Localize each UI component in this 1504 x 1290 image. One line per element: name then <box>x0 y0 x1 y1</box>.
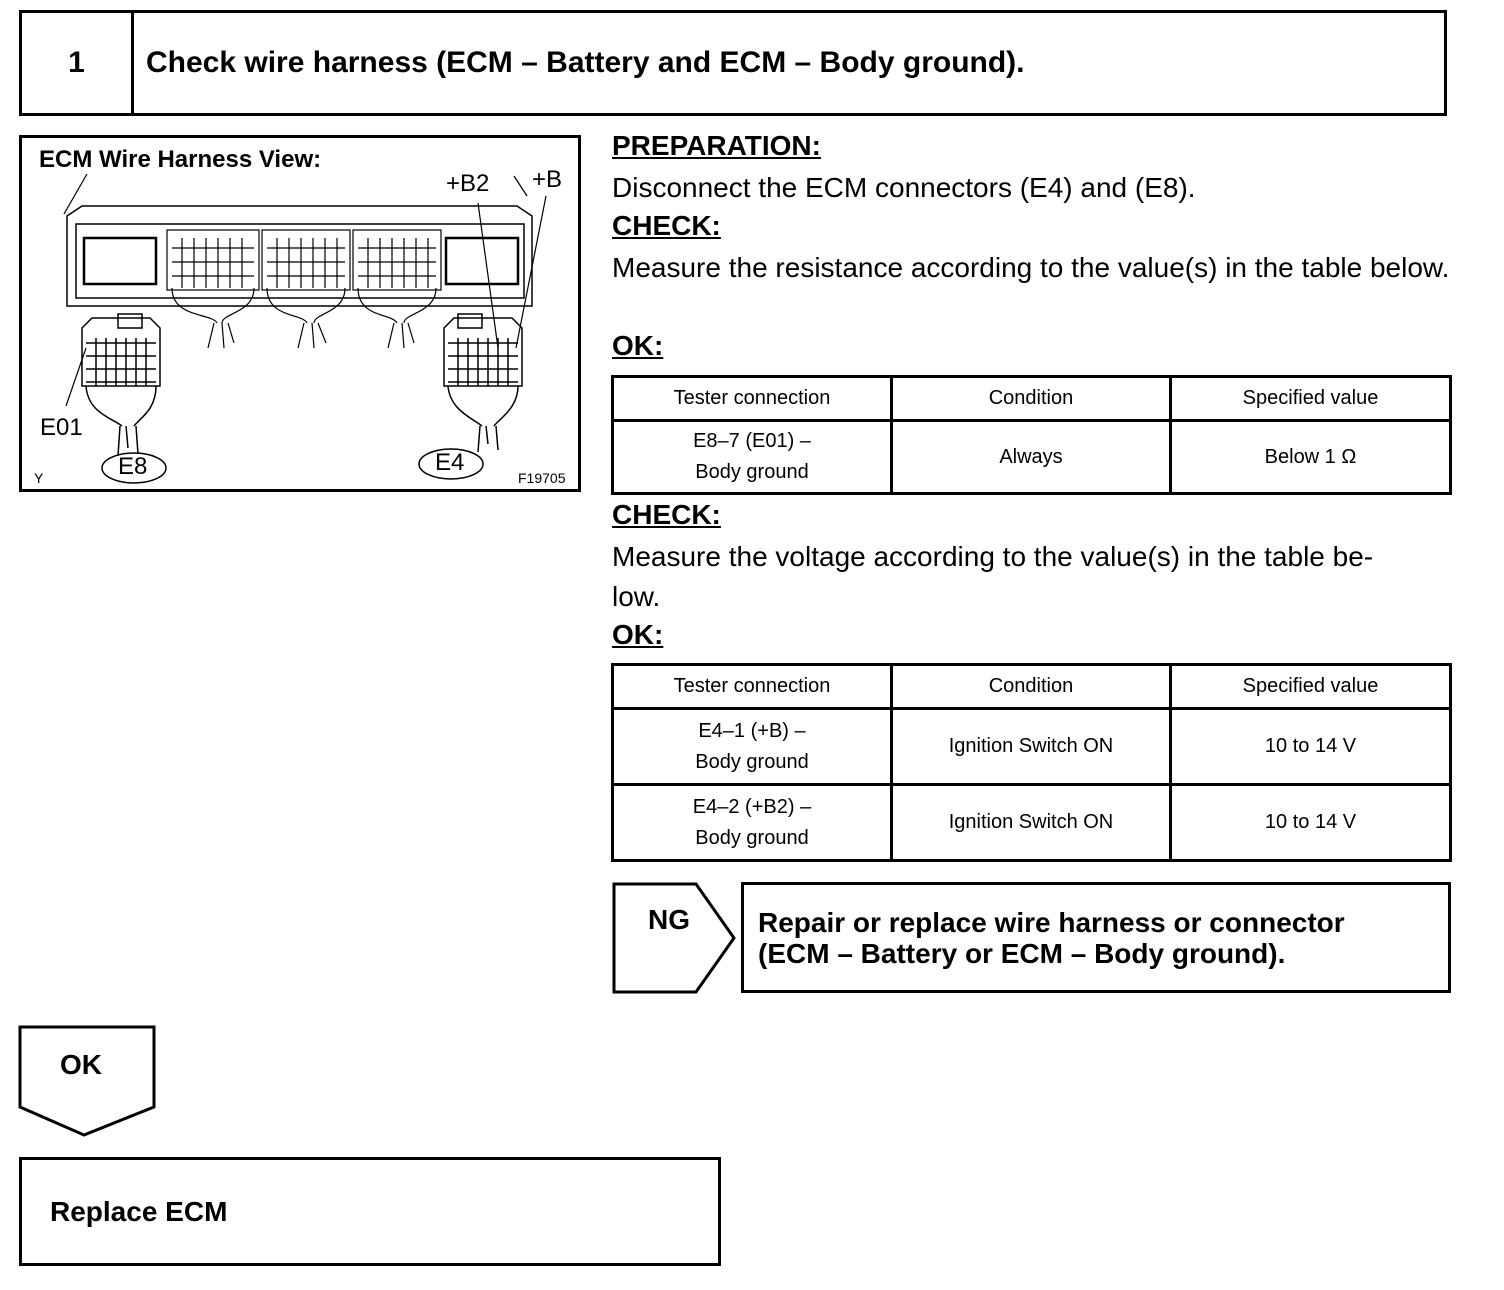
tester-connection-line: E4–1 (+B) – <box>698 719 806 742</box>
ok-label: OK <box>60 1049 102 1080</box>
b2-terminal-label: +B2 <box>446 170 490 197</box>
ecm-connector-diagram <box>22 138 578 489</box>
tester-connection-cell <box>613 785 892 861</box>
e8-connector-label: E8 <box>118 453 148 480</box>
ng-label: NG <box>648 904 690 935</box>
table-header: Tester connection <box>613 665 892 709</box>
check-text-2-line-2: low. <box>612 581 661 612</box>
ng-arrow-icon <box>612 882 738 994</box>
table-row <box>613 709 1451 785</box>
table-header-row <box>613 665 1451 709</box>
check-heading-2: CHECK: <box>612 499 721 530</box>
table-row <box>613 785 1451 861</box>
ok-arrow-icon <box>18 1025 156 1137</box>
check-text-2-line-1: Measure the voltage according to the value(s) in the table be- <box>612 541 1374 572</box>
specified-value-cell: 10 to 14 V <box>1171 785 1451 861</box>
table-row <box>613 421 1451 494</box>
e01-terminal-label: E01 <box>40 414 83 441</box>
ng-result-text <box>758 907 1345 969</box>
table-header: Tester connection <box>613 377 892 421</box>
table-header-row <box>613 377 1451 421</box>
preparation-heading: PREPARATION: <box>612 130 821 161</box>
tester-connection-cell <box>613 709 892 785</box>
tester-connection-line: Body ground <box>695 461 809 483</box>
figure-code: F19705 <box>518 470 566 486</box>
condition-cell: Ignition Switch ON <box>892 709 1171 785</box>
specified-value-cell: Below 1 Ω <box>1171 421 1451 494</box>
tester-connection-line: Body ground <box>695 826 809 849</box>
ng-result-line: Repair or replace wire harness or connector <box>758 907 1345 938</box>
condition-cell: Ignition Switch ON <box>892 785 1171 861</box>
ng-result-line: (ECM – Battery or ECM – Body ground). <box>758 938 1286 969</box>
table-header: Specified value <box>1171 665 1451 709</box>
tester-connection-cell <box>613 421 892 494</box>
step-number: 1 <box>22 13 134 113</box>
preparation-text: Disconnect the ECM connectors (E4) and (E8). <box>612 172 1196 203</box>
step-title: Check wire harness (ECM – Battery and ECM – Body ground). <box>146 46 1025 79</box>
ng-result-box <box>741 882 1451 993</box>
e4-connector-label: E4 <box>435 449 465 476</box>
check-text-1: Measure the resistance according to the value(s) in the table below. <box>612 252 1450 283</box>
table-header: Condition <box>892 377 1171 421</box>
table-header: Specified value <box>1171 377 1451 421</box>
b-terminal-label: +B <box>532 166 563 193</box>
ok-heading-1: OK: <box>612 330 664 361</box>
step-header <box>19 10 1447 116</box>
resistance-table <box>611 375 1452 495</box>
replace-ecm-box <box>19 1157 721 1266</box>
voltage-table <box>611 663 1452 862</box>
tester-connection-line: E4–2 (+B2) – <box>692 795 812 818</box>
replace-ecm-text: Replace ECM <box>50 1195 228 1227</box>
specified-value-cell: 10 to 14 V <box>1171 709 1451 785</box>
figure-y-mark: Y <box>34 470 44 486</box>
ecm-wire-harness-figure <box>19 135 581 492</box>
tester-connection-line: E8–7 (E01) – <box>693 430 811 452</box>
tester-connection-line: Body ground <box>695 750 809 773</box>
condition-cell: Always <box>892 421 1171 494</box>
check-heading-1: CHECK: <box>612 210 721 241</box>
table-header: Condition <box>892 665 1171 709</box>
ok-heading-2: OK: <box>612 619 664 650</box>
figure-title: ECM Wire Harness View: <box>39 146 322 173</box>
